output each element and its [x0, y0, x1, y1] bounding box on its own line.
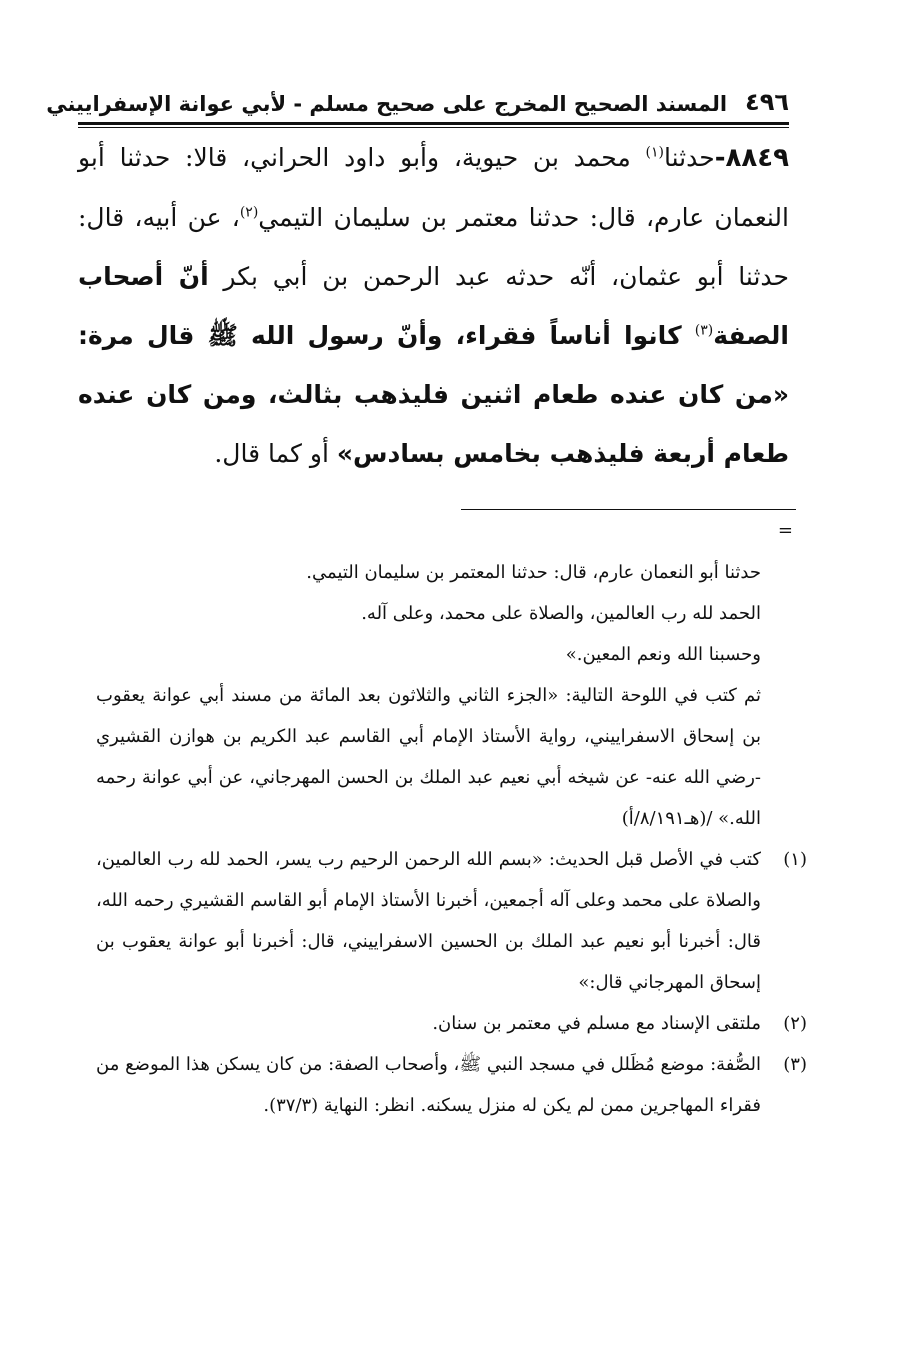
footnote-number: (٣) [783, 1054, 807, 1075]
footnote-text: الصُّفة: موضع مُظَلل في مسجد النبي ﷺ، وأصحاب الصفة: من كان يسكن هذا الموضع من فقراء المهاجرين ممن لم يكن له منزل يسكنه. انظر: النهاية (٣٧/٣). [96, 1054, 761, 1116]
footnote-text: كتب في الأصل قبل الحديث: «بسم الله الرحمن الرحيم رب يسر، الحمد لله رب العالمين، والصلاة على محمد وعلى آله أجمعين، أخبرنا الأستاذ الإمام أبو القاسم القشيري رحمه الله، قال: أخبرنا أبو نعيم عبد الملك بن الحسين الاسفراييني، قال: أخبرنا أبو عوانة يعقوب بن إسحاق المهرجاني قال:» [96, 849, 761, 993]
footnote-ref: (١) [645, 144, 665, 161]
footnote-line: وحسبنا الله ونعم المعين.» [565, 644, 761, 665]
footnote-text: ملتقى الإسناد مع مسلم في معتمر بن سنان. [432, 1013, 761, 1034]
footnote-continuation [96, 552, 807, 839]
footnote-ref: (٣) [694, 322, 714, 339]
footnote-line: الحمد لله رب العالمين، والصلاة على محمد، وعلى آله. [361, 603, 761, 624]
hadith-number: ٨٨٤٩- [714, 143, 789, 173]
footnotes [96, 552, 807, 1126]
footnote-2 [96, 1003, 807, 1044]
book-title: المسند الصحيح المخرج على صحيح مسلم - لأبي عوانة الإسفراييني [46, 92, 728, 116]
hadith-segment: ، عن أبيه، قال: حدثنا أبو عثمان، أنّه حدثه عبد الرحمن بن أبي بكر [78, 203, 789, 291]
footnote-number: (١) [783, 849, 807, 870]
hadith-segment: محمد بن حيوية، وأبو داود الحراني، قالا: حدثنا أبو النعمان عارم، قال: حدثنا معتمر بن سليمان التيمي [78, 143, 789, 232]
hadith-paragraph [78, 128, 789, 483]
footnote-1 [96, 839, 807, 1003]
hadith-matn: أنّ أصحاب الصفة [78, 262, 789, 350]
footnote-3 [96, 1044, 807, 1126]
page-number: ٤٩٦ [745, 88, 789, 116]
footnote-number: (٢) [783, 1013, 807, 1034]
footnote-line: حدثنا أبو النعمان عارم، قال: حدثنا المعتمر بن سليمان التيمي. [306, 562, 761, 583]
footnote-continuation-marker: = [777, 520, 793, 541]
running-header [46, 66, 789, 116]
footnote-separator [461, 509, 796, 510]
hadith-segment: أو كما قال. [214, 439, 337, 468]
footnote-ref: (٢) [239, 204, 259, 221]
hadith-matn: كانوا أناساً فقراء، وأنّ رسول الله ﷺ قال مرة: «من كان عنده طعام اثنين فليذهب بثالث، ومن كان عنده طعام أربعة فليذهب بخامس بسادس» [78, 321, 789, 468]
hadith-segment: حدثنا [664, 143, 715, 172]
footnote-line: ثم كتب في اللوحة التالية: «الجزء الثاني والثلاثون بعد المائة من مسند أبي عوانة يعقوب بن إسحاق الاسفراييني، رواية الأستاذ الإمام أبي القاسم عبد الكريم بن هوازن القشيري -رضي الله عنه- عن شيخه أبي نعيم عبد الملك بن الحسن المهرجاني، عن أبي عوانة رحمه الله.» /(هـ٨/١٩١/أ) [96, 685, 761, 829]
hadith-text [78, 128, 789, 483]
